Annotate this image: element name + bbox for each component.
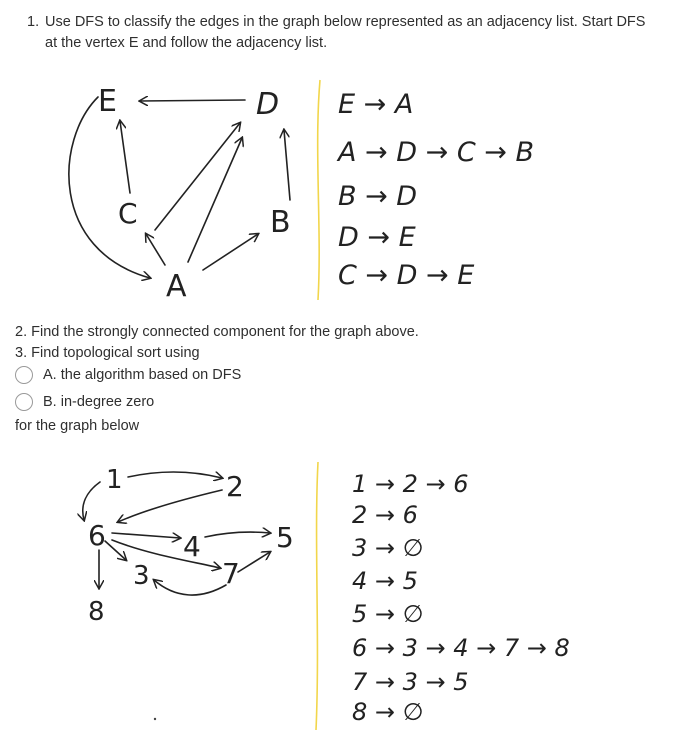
edge-D-E bbox=[140, 100, 245, 101]
option-b[interactable] bbox=[15, 393, 154, 411]
edge-1-2 bbox=[128, 472, 222, 478]
adj2-row-8: 8 → ∅ bbox=[352, 698, 424, 726]
graph1-node-D: D bbox=[256, 87, 280, 122]
graph2-node-4: 4 bbox=[183, 530, 201, 563]
adj1-row-E: E → A bbox=[338, 89, 414, 120]
question-2: 2. Find the strongly connected component for the graph above. bbox=[15, 324, 419, 340]
adj2-row-6: 6 → 3 → 4 → 7 → 8 bbox=[352, 634, 570, 662]
option-a-radio[interactable] bbox=[15, 366, 33, 384]
adj1-row-A: A → D → C → B bbox=[338, 137, 535, 168]
adj2-row-2: 2 → 6 bbox=[352, 501, 418, 529]
graph2-node-2: 2 bbox=[226, 470, 244, 503]
option-b-label: B. in-degree zero bbox=[43, 394, 155, 410]
graph2-node-5: 5 bbox=[276, 521, 294, 554]
option-a[interactable] bbox=[15, 366, 241, 384]
question-1-number: 1. bbox=[27, 14, 40, 30]
adj2-row-7: 7 → 3 → 5 bbox=[352, 668, 469, 696]
graph2-node-7: 7 bbox=[222, 557, 240, 590]
edge-7-3 bbox=[154, 580, 226, 595]
adj1-row-C: C → D → E bbox=[338, 260, 475, 291]
graph1-node-B: B bbox=[270, 205, 291, 240]
for-graph-below: for the graph below bbox=[15, 418, 140, 434]
edge-C-E bbox=[120, 121, 130, 193]
divider-1 bbox=[318, 80, 320, 300]
adj2-row-3: 3 → ∅ bbox=[352, 534, 424, 562]
edge-1-6 bbox=[83, 482, 100, 520]
edge-6-4 bbox=[112, 533, 180, 538]
graph1-node-A: A bbox=[166, 269, 187, 304]
edge-B-D bbox=[284, 130, 290, 200]
edge-4-5 bbox=[205, 532, 270, 537]
adj1-row-B: B → D bbox=[338, 181, 418, 212]
adj1-row-D: D → E bbox=[338, 222, 416, 253]
stray-dot bbox=[154, 718, 156, 720]
graph1-node-E: E bbox=[98, 84, 117, 119]
edge-A-C bbox=[146, 234, 165, 265]
edge-E-A bbox=[69, 97, 150, 278]
edge-2-6 bbox=[118, 490, 222, 522]
graph2-node-6: 6 bbox=[88, 519, 106, 552]
divider-2 bbox=[316, 462, 318, 730]
question-1-text: Use DFS to classify the edges in the graph below represented as an adjacency list. Start DFS at the vertex E and follow the adjacency list. bbox=[45, 14, 646, 51]
edge-A-D bbox=[155, 123, 240, 230]
edge-C-D bbox=[188, 138, 242, 262]
option-b-radio[interactable] bbox=[15, 393, 33, 411]
graph2-node-1: 1 bbox=[106, 465, 123, 495]
adj2-row-1: 1 → 2 → 6 bbox=[352, 470, 469, 498]
graph2-node-3: 3 bbox=[133, 561, 150, 591]
graph2-node-8: 8 bbox=[88, 597, 105, 627]
edge-6-7 bbox=[112, 540, 220, 568]
adj2-row-4: 4 → 5 bbox=[352, 567, 418, 595]
graph1-node-C: C bbox=[118, 197, 138, 230]
option-a-label: A. the algorithm based on DFS bbox=[43, 367, 242, 383]
adj2-row-5: 5 → ∅ bbox=[352, 600, 424, 628]
edge-A-B bbox=[203, 234, 258, 270]
edge-7-5 bbox=[238, 552, 270, 572]
question-3: 3. Find topological sort using bbox=[15, 345, 200, 361]
